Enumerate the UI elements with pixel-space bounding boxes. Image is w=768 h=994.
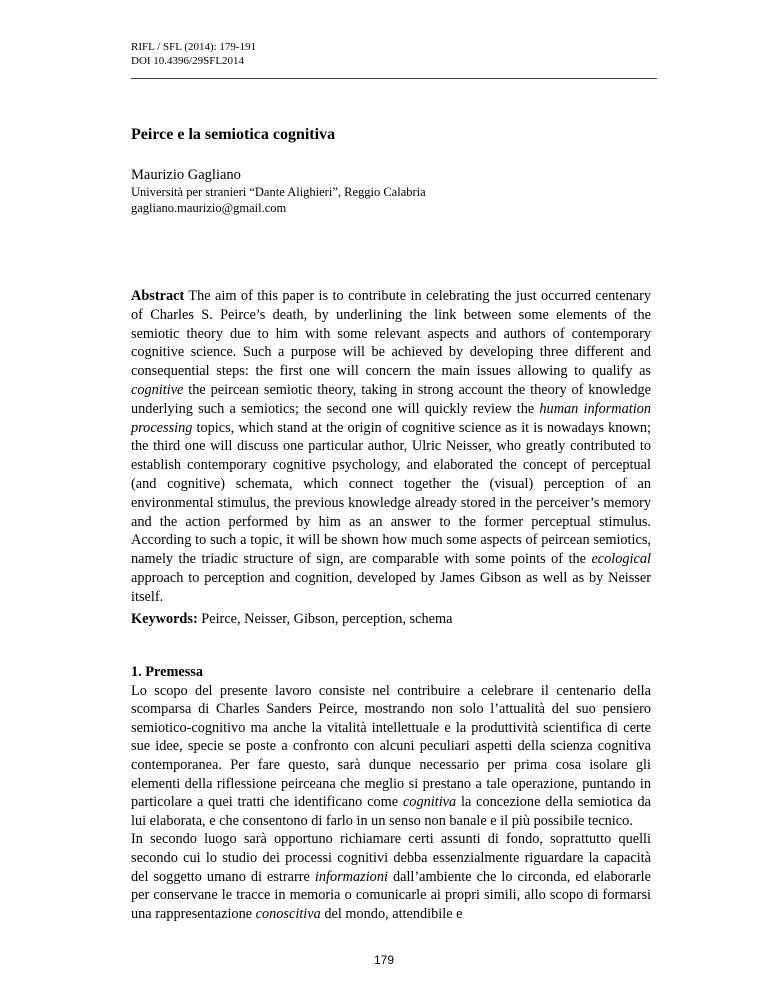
author-affiliation: Università per stranieri “Dante Alighieri”, Reggio Calabria: [131, 185, 426, 199]
running-head: [131, 40, 256, 68]
abstract-emphasis-3: ecological: [591, 551, 651, 568]
section-premessa: [131, 663, 651, 923]
abstract-text-2: the peircean semiotic theory, taking in strong account the theory of knowledge underlying such a semiotics; the second one will quickly review the: [131, 381, 651, 417]
keywords-label: Keywords:: [131, 611, 198, 627]
para2-emphasis-2: conoscitiva: [255, 905, 321, 922]
abstract-text-1: The aim of this paper is to contribute in celebrating the just occurred centenary of Charles S. Peirce’s death, by underlining the link between some elements of the semiotic theory due to him with some relevant aspects and authors of contemporary cognitive science. Such a purpose will be achieved by developing three different and consequential steps: the first one will concern the main issues allowing to qualify as: [131, 288, 651, 380]
para1-text-a: Lo scopo del presente lavoro consiste nel contribuire a celebrare il centenario della scomparsa di Charles Sanders Peirce, mostrando non solo l’attualità del suo pensiero semiotico-cognitivo ma anche la vitalità intellettuale e la produttività scientifica di certe sue idee, specie se poste a confronto con alcuni peculiari aspetti della scienza cognitiva contemporanea. Per fare questo, sarà dunque necessario per prima cosa isolare gli elementi della riflessione peirceana che meglio si prestano a tale operazione, puntando in particolare a quei tratti che identificano come: [131, 682, 651, 811]
body-paragraph-2: [131, 830, 651, 923]
abstract-emphasis-2: human information processing: [131, 400, 651, 436]
journal-citation: RIFL / SFL (2014): 179-191: [131, 41, 257, 53]
para1-text-b: la concezione della semiotica da lui elaborata, e che consentono di farlo in un senso non banale e il più possibile tecnico.: [131, 794, 651, 829]
abstract-emphasis-1: cognitive: [131, 381, 184, 398]
para2-text-a: In secondo luogo sarà opportuno richiamare certi assunti di fondo, soprattutto quelli secondo cui lo studio dei processi cognitivi debba essenzialmente riguardare la capacità del soggetto umano di estrarre: [131, 831, 651, 885]
section-heading: 1. Premessa: [131, 664, 203, 680]
page-number: 179: [373, 953, 395, 967]
body-paragraph-1: [131, 682, 651, 831]
para2-text-b: dall’ambiente che lo circonda, ed elaborarle per conservane le tracce in memoria o comunicarle ai propri simili, allo scopo di formarsi una rappresentazione: [131, 868, 651, 922]
author-block: [131, 166, 651, 216]
para1-emphasis: cognitiva: [402, 794, 457, 811]
para2-emphasis-1: informazioni: [314, 868, 388, 885]
doi: DOI 10.4396/29SFL2014: [131, 55, 245, 67]
article-title: Peirce e la semiotica cognitiva: [131, 126, 336, 143]
abstract: [131, 287, 651, 607]
abstract-label: Abstract: [131, 288, 185, 304]
para2-text-c: del mondo, attendibile e: [320, 905, 463, 922]
author-email: gagliano.maurizio@gmail.com: [131, 201, 287, 215]
author-name: Maurizio Gagliano: [131, 167, 241, 183]
keywords-text: Peirce, Neisser, Gibson, perception, schema: [197, 611, 453, 627]
abstract-text-3: topics, which stand at the origin of cognitive science as it is nowadays known; the third one will discuss one particular author, Ulric Neisser, who greatly contributed to establish contemporary cognitive psychology, and elaborated the concept of perceptual (and cognitive) schemata, which connect together the (visual) perception of an environmental stimulus, the previous knowledge already stored in the perceiver’s memory and the action performed by him as an answer to the former perceptual stimulus. According to such a topic, it will be shown how much some aspects of peircean semiotics, namely the triadic structure of sign, are comparable with some points of the: [131, 419, 651, 568]
abstract-text-4: approach to perception and cognition, developed by James Gibson as well as by Neisser itself.: [131, 569, 651, 605]
keywords: [131, 610, 651, 628]
header-rule: [131, 78, 657, 79]
